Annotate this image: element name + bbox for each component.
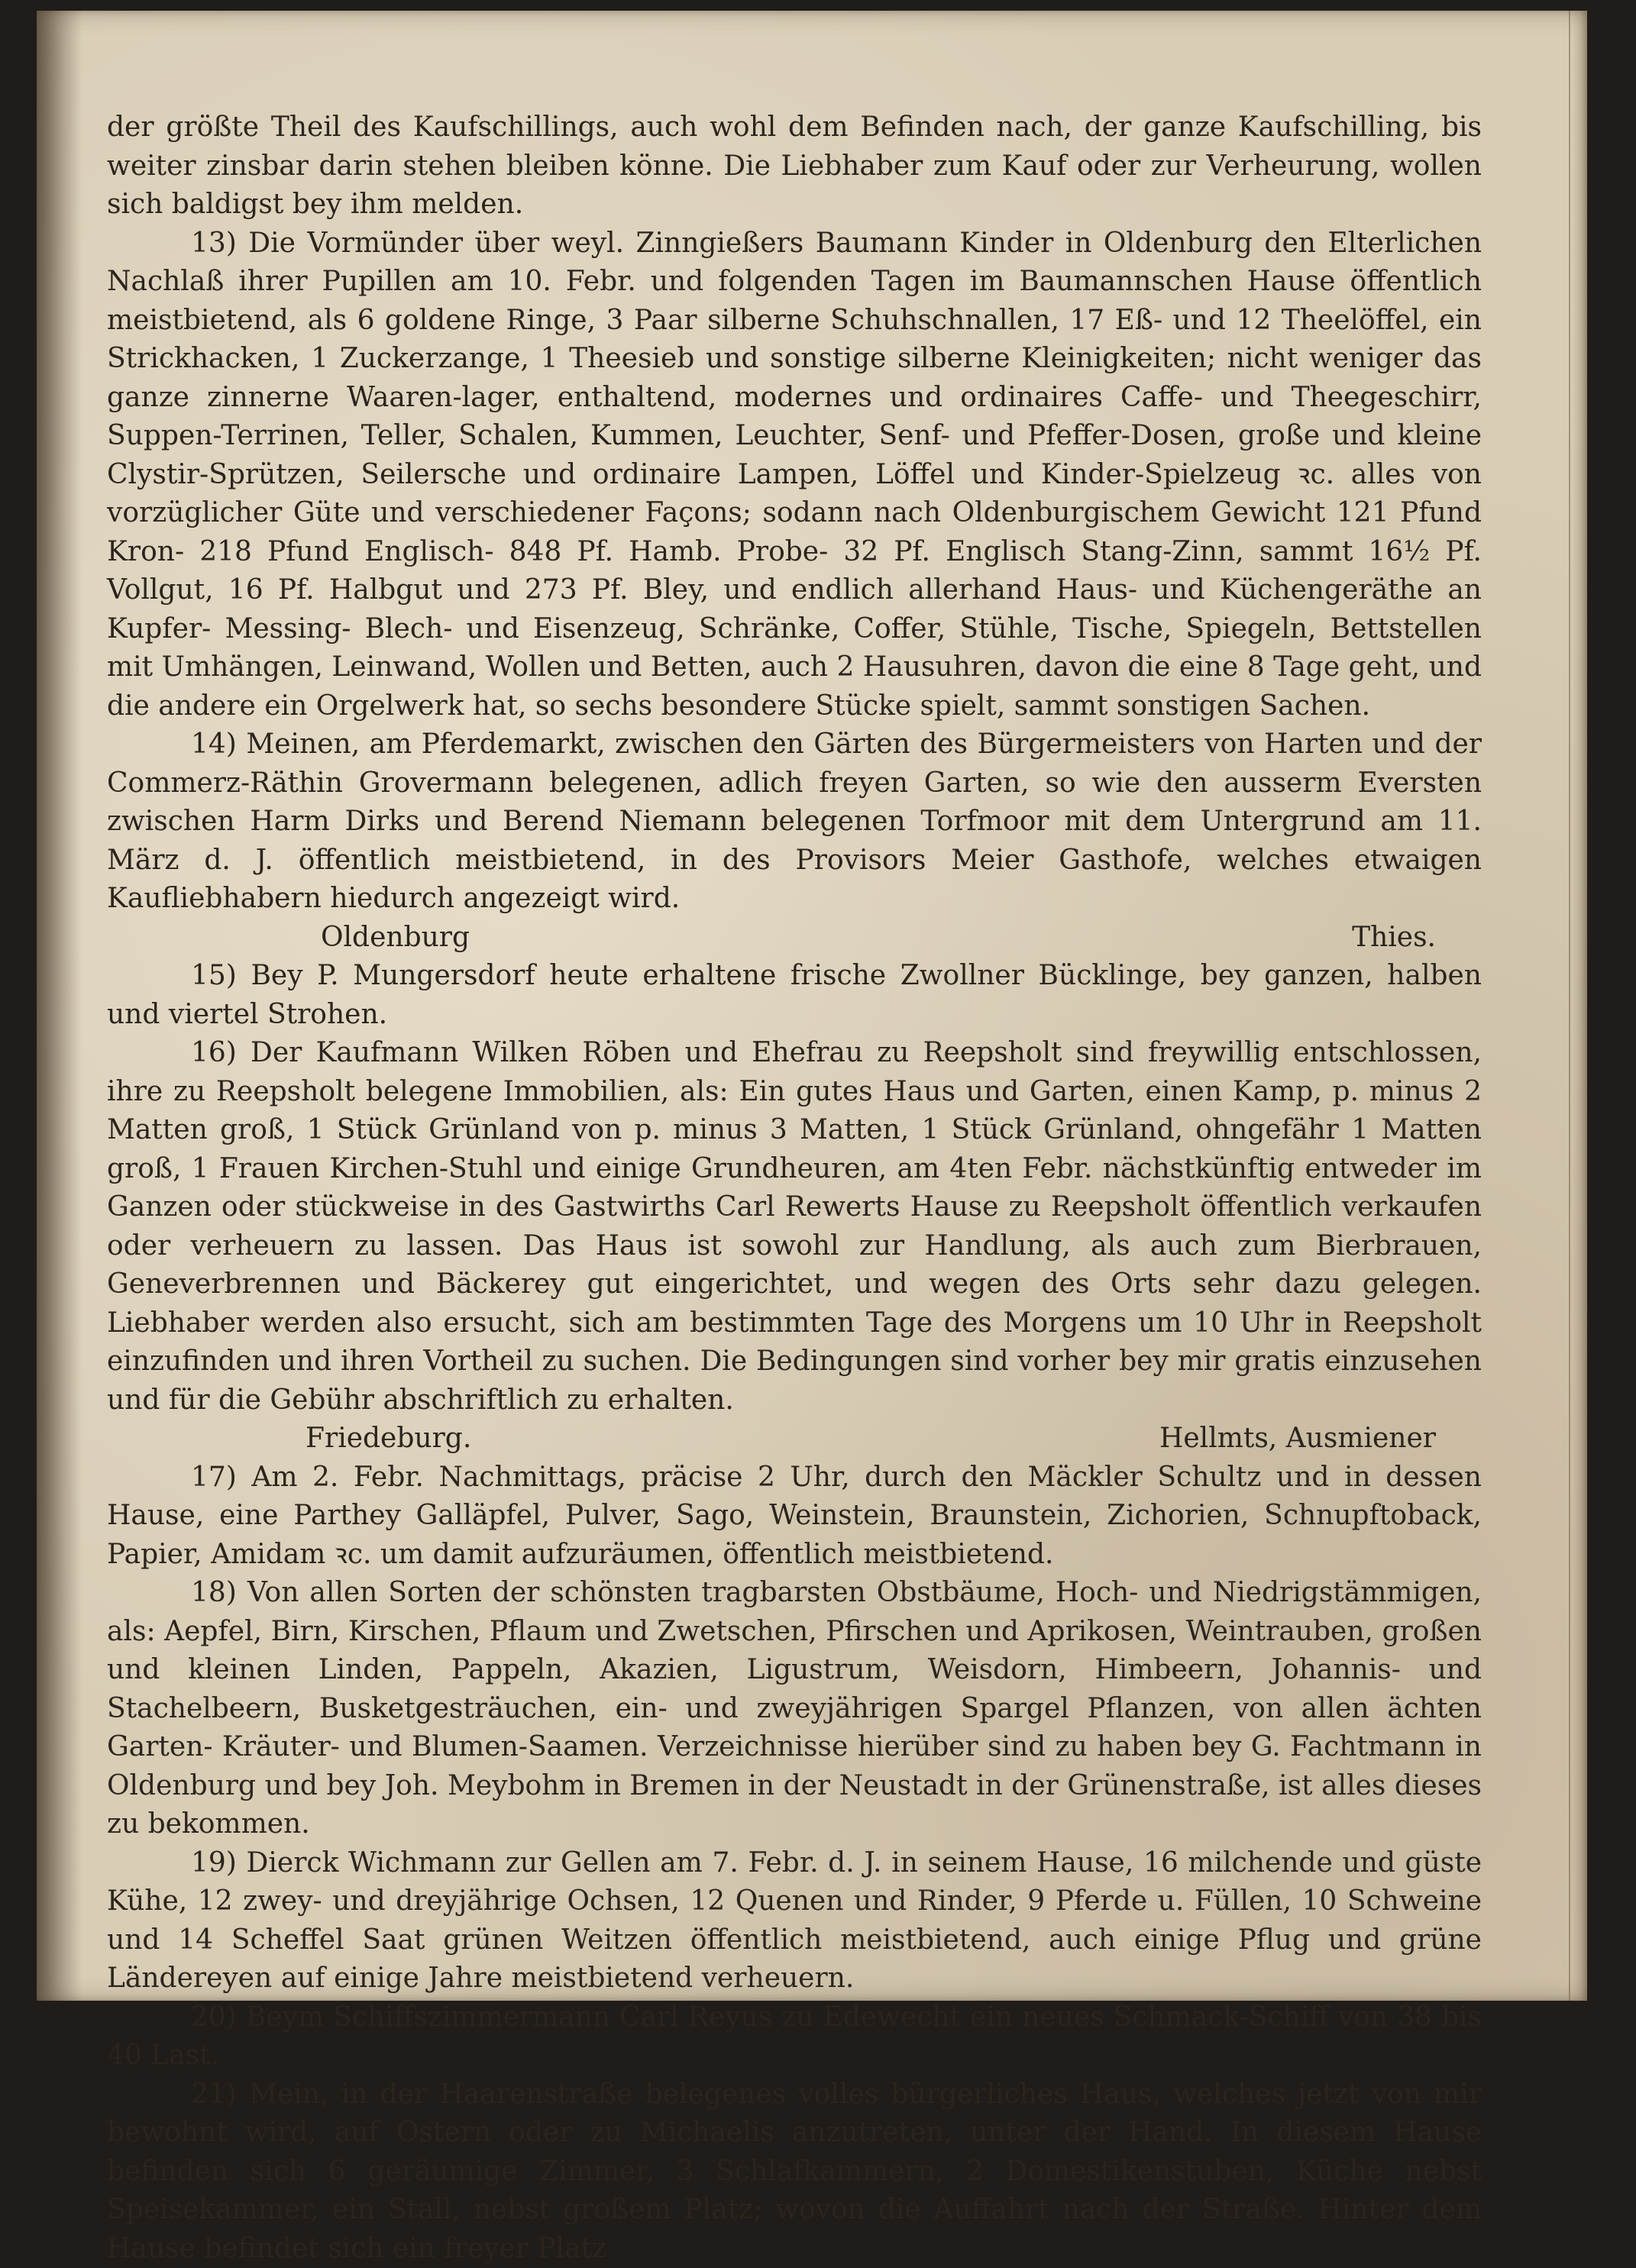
paragraph-19: 19) Dierck Wichmann zur Gellen am 7. Febr. d. J. in seinem Hause, 16 milchende und güste Kühe, 12 zwey- und dreyjährige Ochsen, 12 Quenen und Rinder, 9 Pferde u. Füllen, 10 Schweine und 14 Scheffel Saat grünen Weitzen öffentlich meistbietend, auch einige Pflug und grüne Ländereyen auf einige Jahre meistbietend verheuern.	[107, 1844, 1482, 1998]
paragraph-20: 20) Beym Schiffszimmermann Carl Reyus zu Edewecht ein neues Schmack-Schiff von 38 bis 40 Last.	[107, 1998, 1482, 2076]
signature-place: Oldenburg	[107, 919, 470, 958]
signature-14	[107, 919, 1482, 958]
paragraph-14: 14) Meinen, am Pferdemarkt, zwischen den Gärten des Bürgermeisters von Harten und der Commerz-Räthin Grovermann belegenen, adlich freyen Garten, so wie den ausserm Eversten zwischen Harm Dirks und Berend Niemann belegenen Torfmoor mit dem Untergrund am 11. März d. J. öffentlich meistbietend, in des Provisors Meier Gasthofe, welches etwaigen Kaufliebhabern hiedurch angezeigt wird.	[107, 725, 1482, 919]
paragraph-17: 17) Am 2. Febr. Nachmittags, präcise 2 Uhr, durch den Mäckler Schultz und in dessen Hause, eine Parthey Galläpfel, Pulver, Sago, Weinstein, Braunstein, Zichorien, Schnupftoback, Papier, Amidam ꝛc. um damit aufzuräumen, öffentlich meistbietend.	[107, 1459, 1482, 1575]
signature-16	[107, 1420, 1482, 1459]
signature-name: Thies.	[1352, 919, 1482, 958]
paragraph-13: 13) Die Vormünder über weyl. Zinngießers Baumann Kinder in Oldenburg den Elterlichen Nachlaß ihrer Pupillen am 10. Febr. und folgenden Tagen im Baumannschen Hause öffentlich meistbietend, als 6 goldene Ringe, 3 Paar silberne Schuhschnallen, 17 Eß- und 12 Theelöffel, ein Strickhacken, 1 Zuckerzange, 1 Theesieb und sonstige silberne Kleinigkeiten; nicht weniger das ganze zinnerne Waaren-lager, enthaltend, modernes und ordinaires Caffe- und Theegeschirr, Suppen-Terrinen, Teller, Schalen, Kummen, Leuchter, Senf- und Pfeffer-Dosen, große und kleine Clystir-Sprützen, Seilersche und ordinaire Lampen, Löffel und Kinder-Spielzeug ꝛc. alles von vorzüglicher Güte und verschiedener Façons; sodann nach Oldenburgischem Gewicht 121 Pfund Kron- 218 Pfund Englisch- 848 Pf. Hamb. Probe- 32 Pf. Englisch Stang-Zinn, sammt 16½ Pf. Vollgut, 16 Pf. Halbgut und 273 Pf. Bley, und endlich allerhand Haus- und Küchengeräthe an Kupfer- Messing- Blech- und Eisenzeug, Schränke, Coffer, Stühle, Tische, Spiegeln, Bettstellen mit Umhängen, Leinwand, Wollen und Betten, auch 2 Hausuhren, davon die eine 8 Tage geht, und die andere ein Orgelwerk hat, so sechs besondere Stücke spielt, sammt sonstigen Sachen.	[107, 225, 1482, 726]
paragraph-18: 18) Von allen Sorten der schönsten tragbarsten Obstbäume, Hoch- und Niedrigstämmigen, als: Aepfel, Birn, Kirschen, Pflaum und Zwetschen, Pfirschen und Aprikosen, Weintrauben, großen und kleinen Linden, Pappeln, Akazien, Ligustrum, Weisdorn, Himbeern, Johannis- und Stachelbeern, Busketgesträuchen, ein- und zweyjährigen Spargel Pflanzen, von allen ächten Garten- Kräuter- und Blumen-Saamen. Verzeichnisse hierüber sind zu haben bey G. Fachtmann in Oldenburg und bey Joh. Meybohm in Bremen in der Neustadt in der Grünenstraße, ist alles dieses zu bekommen.	[107, 1574, 1482, 1844]
text-block	[107, 108, 1482, 2268]
document-page	[37, 11, 1587, 2001]
paragraph-continued: der größte Theil des Kaufschillings, auch wohl dem Befinden nach, der ganze Kaufschilling, bis weiter zinsbar darin stehen bleiben könne. Die Liebhaber zum Kauf oder zur Verheurung, wollen sich baldigst bey ihm melden.	[107, 108, 1482, 225]
paragraph-16: 16) Der Kaufmann Wilken Röben und Ehefrau zu Reepsholt sind freywillig entschlossen, ihre zu Reepsholt belegene Immobilien, als: Ein gutes Haus und Garten, einen Kamp, p. minus 2 Matten groß, 1 Stück Grünland von p. minus 3 Matten, 1 Stück Grünland, ohngefähr 1 Matten groß, 1 Frauen Kirchen-Stuhl und einige Grundheuren, am 4ten Febr. nächstkünftig entweder im Ganzen oder stückweise in des Gastwirths Carl Rewerts Hause zu Reepsholt öffentlich verkaufen oder verheuern zu lassen. Das Haus ist sowohl zur Handlung, als auch zum Bierbrauen, Geneverbrennen und Bäckerey gut eingerichtet, und wegen des Orts sehr dazu gelegen. Liebhaber werden also ersucht, sich am bestimmten Tage des Morgens um 10 Uhr in Reepsholt einzufinden und ihren Vortheil zu suchen. Die Bedingungen sind vorher bey mir gratis einzusehen und für die Gebühr abschriftlich zu erhalten.	[107, 1034, 1482, 1420]
paragraph-15: 15) Bey P. Mungersdorf heute erhaltene frische Zwollner Bücklinge, bey ganzen, halben und viertel Strohen.	[107, 957, 1482, 1034]
signature-name: Hellmts, Ausmiener	[1159, 1420, 1482, 1459]
page-edge	[1569, 11, 1587, 2001]
paragraph-21: 21) Mein, in der Haarenstraße belegenes volles bürgerliches Haus, welches jetzt von mir bewohnt wird, auf Ostern oder zu Michaelis anzutreten, unter der Hand. In diesem Hause befinden sich 6 geräumige Zimmer, 3 Schlafkammern, 2 Domestikenstuben, Küche nebst Speisekammer, ein Stall, nebst großem Platz; wovon die Auffahrt nach der Straße. Hinter dem Hause befindet sich ein freyer Platz	[107, 2076, 1482, 2268]
book-gutter-shadow	[37, 11, 82, 2001]
signature-place: Friedeburg.	[107, 1420, 471, 1459]
